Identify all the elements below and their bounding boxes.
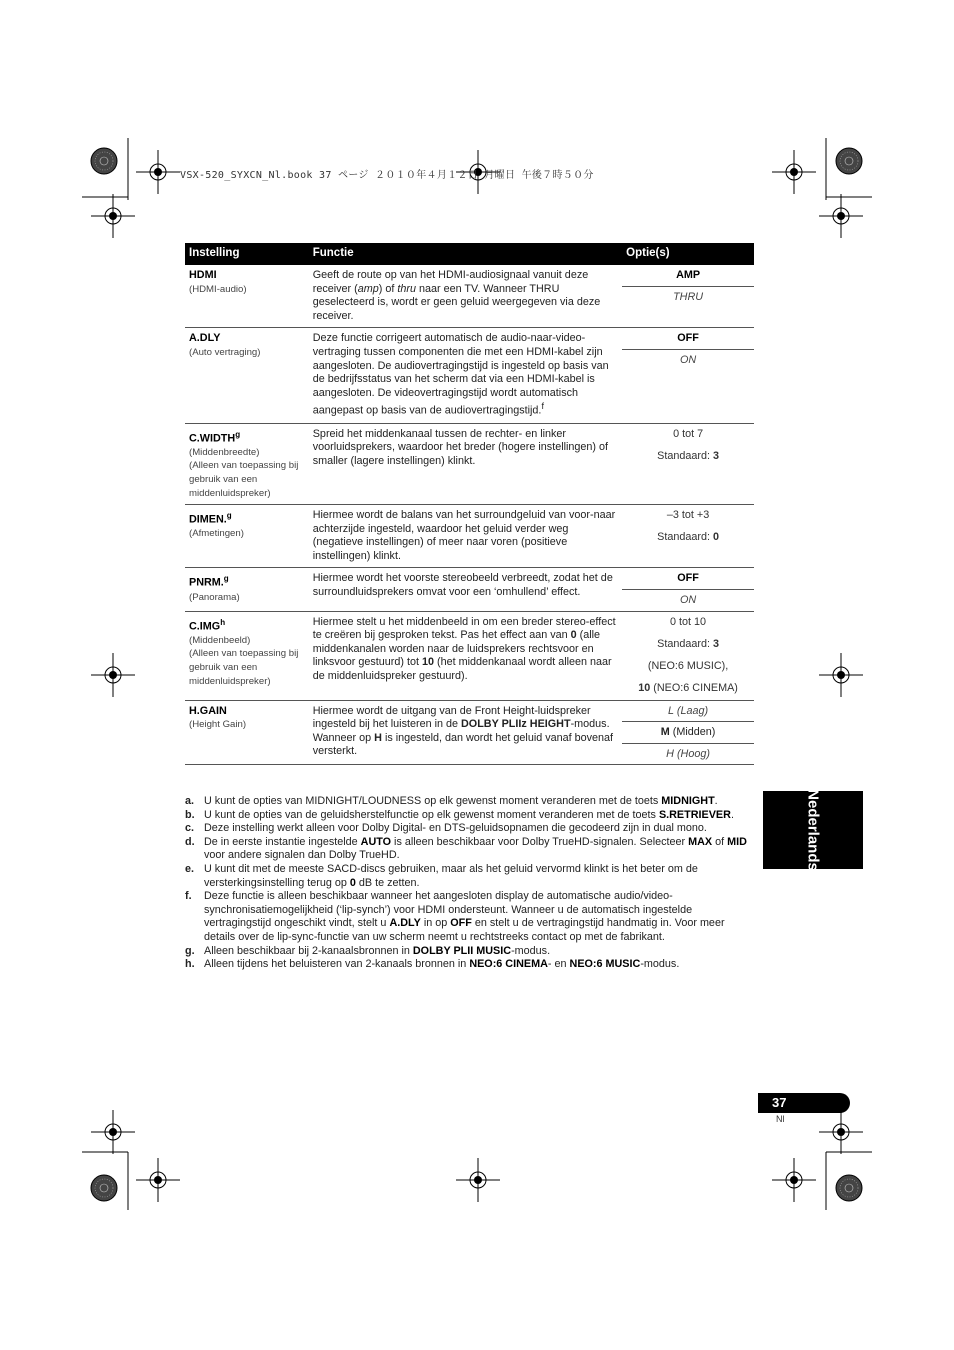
setting-subtitle: (Height Gain) bbox=[189, 719, 247, 731]
option-value: –3 tot +3 bbox=[666, 509, 710, 522]
crosshair-mark-icon bbox=[136, 150, 180, 194]
option-value: 0 tot 10 bbox=[670, 615, 707, 628]
crosshair-mark-icon bbox=[772, 1158, 816, 1202]
footnote: e. U kunt dit met de meeste SACD-discs gebruiken, maar als het geluid vervormd klinkt is het beter om de versterkingsinstelling terug op 0 dB te zetten. bbox=[185, 862, 698, 889]
option-value: ON bbox=[679, 353, 697, 366]
column-header: Instelling bbox=[185, 243, 309, 265]
table-row bbox=[185, 265, 754, 328]
crosshair-mark-icon bbox=[91, 1110, 135, 1154]
setting-description: Hiermee wordt de balans van het surroundgeluid van voor-naar achterzijde ingesteld, waardoor het geluid verder weg (negatieve instellingen) of meer naar voren (positieve instellingen) klinkt. bbox=[309, 505, 622, 568]
footnote: h. Alleen tijdens het beluisteren van 2-kanaals bronnen in NEO:6 CINEMA- en NEO:6 MUSIC-modus. bbox=[185, 958, 680, 971]
footnote: f. Deze functie is alleen beschikbaar wanneer het aangesloten display de automatische audio/video-synchronisatiemogelijkheid (‘lip-synch’) voor HDMI ondersteunt. Wanneer u de automatisch ingestelde vertragingstijd ongeschikt vindt, stelt u A.DLY in op OFF en stelt u de vertragingstijd handmatig in. Voor meer details over de lip-sync-functie van uw scherm neemt u rechtstreeks contact op met de fabrikant. bbox=[185, 890, 725, 943]
option-note: 10 (NEO:6 CINEMA) bbox=[638, 681, 738, 694]
option-default: Standaard: 3 bbox=[657, 449, 719, 462]
footnote: d. De in eerste instantie ingestelde AUTO is alleen beschikbaar voor Dolby TrueHD-signalen. Selecteer MAX of MID voor andere signalen dan Dolby TrueHD. bbox=[185, 835, 747, 862]
crosshair-mark-icon bbox=[91, 653, 135, 697]
option-value: H (Hoog) bbox=[666, 747, 710, 760]
setting-subtitle: (Auto vertraging) bbox=[189, 346, 261, 358]
footnote-ref: g bbox=[226, 511, 232, 521]
option-default: Standaard: 0 bbox=[657, 531, 719, 544]
crosshair-mark-icon bbox=[819, 1110, 863, 1154]
option-value: M (Midden) bbox=[622, 722, 754, 744]
star-mark-icon bbox=[836, 1175, 862, 1201]
setting-subtitle: (HDMI-audio) bbox=[189, 283, 247, 295]
crosshair-mark-icon bbox=[819, 653, 863, 697]
table-row bbox=[185, 505, 754, 568]
setting-name: H.GAIN bbox=[189, 704, 227, 717]
setting-name: C.IMG$^h$ bbox=[189, 617, 226, 633]
footnote-ref: f bbox=[541, 401, 544, 412]
column-header: Optie(s) bbox=[622, 243, 754, 265]
table-row bbox=[185, 611, 754, 700]
table-header-row bbox=[185, 243, 754, 265]
page-number: 37 bbox=[772, 1095, 787, 1110]
setting-subtitle: (Middenbreedte) (Alleen van toepassing bij gebruik van een middenluidspreker) bbox=[189, 446, 299, 499]
option-default: Standaard: 3 bbox=[657, 637, 719, 650]
option-value: OFF bbox=[622, 328, 754, 350]
table-row bbox=[185, 700, 754, 765]
star-mark-icon bbox=[836, 148, 862, 174]
option-note: (NEO:6 MUSIC), bbox=[647, 659, 729, 672]
footnotes bbox=[185, 795, 755, 972]
crosshair-mark-icon bbox=[136, 1158, 180, 1202]
star-mark-icon bbox=[91, 148, 117, 174]
crosshair-mark-icon bbox=[819, 194, 863, 238]
option-value: THRU bbox=[673, 290, 704, 303]
page-language-code: Nl bbox=[776, 1114, 785, 1124]
language-side-tab bbox=[763, 791, 863, 869]
option-value: AMP bbox=[622, 265, 754, 287]
footnote-ref: g bbox=[223, 574, 229, 584]
language-tab-label: Nederlands bbox=[804, 789, 822, 871]
settings-table bbox=[185, 243, 754, 765]
setting-name: PNRM.$^g$ bbox=[189, 574, 229, 590]
setting-description: Geeft de route op van het HDMI-audiosignaal vanuit deze receiver (amp) of thru naar een TV. Wanneer THRU geselecteerd is, wordt er geen geluid weergegeven via deze receiver. bbox=[309, 265, 622, 328]
crosshair-mark-icon bbox=[91, 194, 135, 238]
footnote-ref: g bbox=[235, 429, 241, 439]
table-row bbox=[185, 423, 754, 505]
print-header-line: VSX-520_SYXCN_Nl.book 37 ページ ２０１０年４月１２日 月曜日 午後７時５０分 bbox=[180, 170, 594, 181]
setting-name: HDMI bbox=[189, 269, 217, 281]
footnote: a. U kunt de opties van MIDNIGHT/LOUDNESS op elk gewenst moment veranderen met de toets MIDNIGHT. bbox=[185, 795, 718, 807]
crosshair-mark-icon bbox=[456, 1158, 500, 1202]
column-header: Functie bbox=[309, 243, 622, 265]
table-row bbox=[185, 328, 754, 423]
setting-description: Deze functie corrigeert automatisch de audio-naar-video-vertraging tussen componenten die met een HDMI-kabel zijn aangesloten. De audiovertragingstijd is ingesteld op basis van de bedrijfsstatus van het scherm dat via een HDMI-kabel is aangesloten. De videovertragingstijd wordt automatisch aangepast op basis van de audiovertragingstijd.$^f$ bbox=[309, 328, 622, 423]
table-row bbox=[185, 568, 754, 611]
setting-name: DIMEN.$^g$ bbox=[189, 511, 232, 526]
option-value: L (Laag) bbox=[622, 701, 754, 723]
footnote: g. Alleen beschikbaar bij 2-kanaalsbronnen in DOLBY PLII MUSIC-modus. bbox=[185, 944, 551, 957]
setting-description: Hiermee wordt de uitgang van de Front Height-luidspreker ingesteld bij het luisteren in de DOLBY PLIIz HEIGHT-modus. Wanneer op H is ingesteld, dan wordt het geluid vanaf bovenaf versterkt. bbox=[309, 700, 622, 765]
footnote: b. U kunt de opties van de geluidsherstelfunctie op elk gewenst moment veranderen met de toets S.RETRIEVER. bbox=[185, 808, 734, 821]
star-mark-icon bbox=[91, 1175, 117, 1201]
crosshair-mark-icon bbox=[772, 150, 816, 194]
page-number-badge bbox=[758, 1093, 850, 1113]
setting-description: Spreid het middenkanaal tussen de rechter- en linker voorluidsprekers, waardoor het breder (hogere instellingen) of smaller (lagere instellingen) klinkt. bbox=[309, 423, 622, 505]
footnote-ref: h bbox=[220, 617, 226, 627]
option-value: OFF bbox=[622, 568, 754, 590]
setting-name: A.DLY bbox=[189, 332, 221, 345]
footnote: c. Deze instelling werkt alleen voor Dolby Digital- en DTS-geluidsopnamen die gecodeerd zijn in dual mono. bbox=[185, 822, 707, 835]
setting-description: Hiermee stelt u het middenbeeld in om een breder stereo-effect te creëren bij gesproken tekst. Pas het effect aan van 0 (alle middenkanalen worden naar de luidsprekers rechtsvoor en linksvoor gestuurd) tot 10 (het middenkanaal wordt alleen naar de middenluidspreker gestuurd). bbox=[309, 611, 622, 700]
setting-subtitle: (Afmetingen) bbox=[189, 528, 244, 540]
setting-name: C.WIDTH$^g$ bbox=[189, 429, 241, 445]
option-value: 0 tot 7 bbox=[673, 427, 704, 440]
setting-subtitle: (Panorama) bbox=[189, 591, 240, 603]
setting-subtitle: (Middenbeeld) (Alleen van toepassing bij gebruik van een middenluidspreker) bbox=[189, 634, 299, 687]
setting-description: Hiermee wordt het voorste stereobeeld verbreedt, zodat het de surroundluidsprekers omvat voor een ‘omhullend’ effect. bbox=[309, 568, 622, 611]
option-value: ON bbox=[679, 594, 697, 607]
